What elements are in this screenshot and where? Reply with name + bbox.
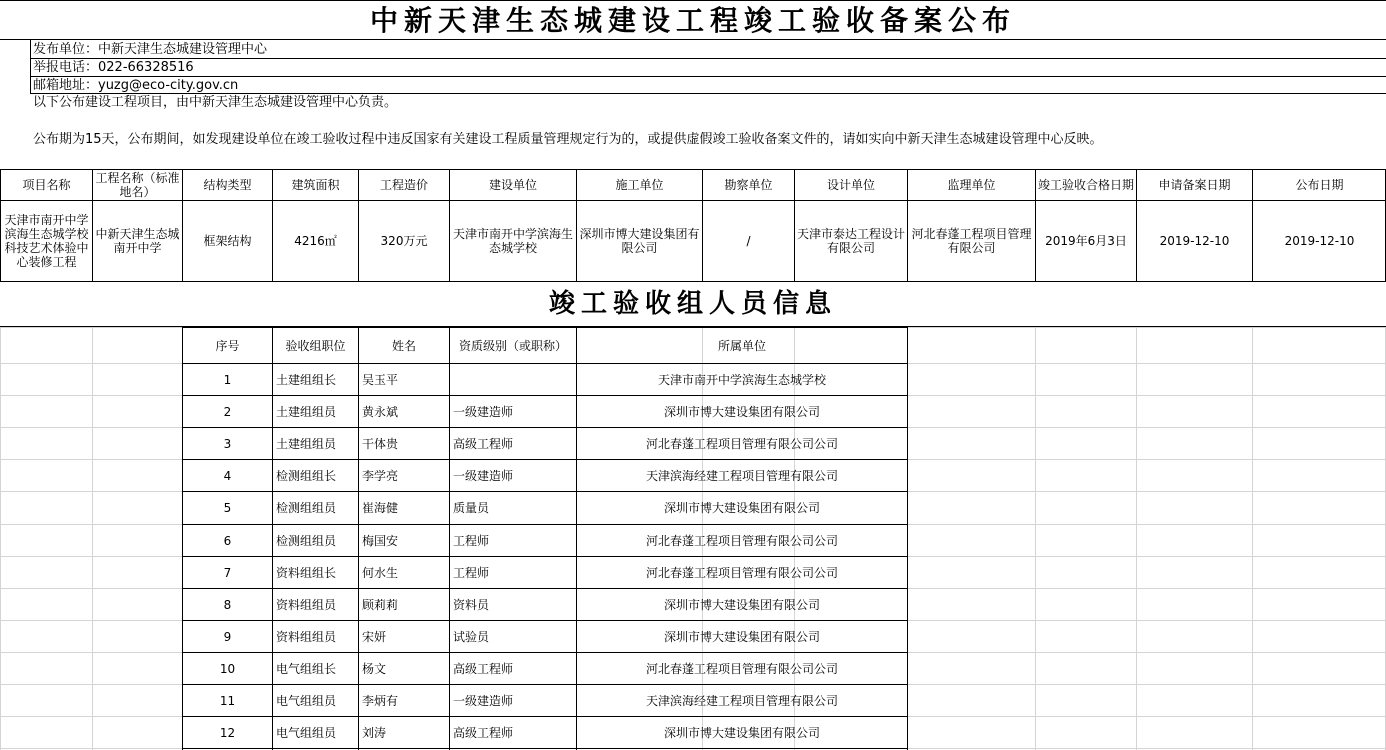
members-header-cell: 所属单位 bbox=[717, 338, 766, 353]
members-title: 竣工验收组人员信息 bbox=[548, 289, 837, 319]
member-cell: 李学亮 bbox=[362, 468, 399, 483]
member-cell: 黄永斌 bbox=[362, 404, 399, 419]
member-cell: 质量员 bbox=[453, 501, 490, 515]
project-data-cell: 天津市南开中学滨海生态城学校 bbox=[452, 227, 573, 255]
member-index: 12 bbox=[219, 725, 236, 740]
member-cell: 顾莉莉 bbox=[362, 597, 399, 612]
member-cell: 高级工程师 bbox=[453, 725, 514, 740]
member-cell: 深圳市博大建设集团有限公司 bbox=[663, 597, 820, 612]
member-cell: 河北春蓬工程项目管理有限公司公司 bbox=[645, 533, 838, 548]
project-header-cell: 申请备案日期 bbox=[1158, 178, 1231, 192]
project-header-cell: 建设单位 bbox=[488, 178, 537, 192]
page-title: 中新天津生态城建设工程竣工验收备案公布 bbox=[369, 4, 1016, 37]
member-cell: 一级建造师 bbox=[453, 468, 514, 483]
member-cell: 电气组组长 bbox=[276, 661, 337, 676]
member-cell: 河北春蓬工程项目管理有限公司公司 bbox=[645, 436, 838, 451]
grid-line bbox=[1035, 327, 1036, 750]
email-line: 邮箱地址：yuzg@eco-city.gov.cn bbox=[33, 78, 239, 93]
members-header-cell: 姓名 bbox=[391, 338, 416, 353]
info-divider bbox=[30, 76, 1386, 77]
member-cell: 检测组组员 bbox=[276, 501, 337, 515]
member-cell: 深圳市博大建设集团有限公司 bbox=[663, 501, 820, 515]
table-border bbox=[907, 327, 908, 750]
member-cell: 天津滨海经建工程项目管理有限公司 bbox=[645, 693, 838, 708]
member-cell: 检测组组员 bbox=[276, 533, 337, 548]
grid-line bbox=[1252, 327, 1253, 750]
member-cell: 杨文 bbox=[362, 661, 387, 676]
member-cell: 高级工程师 bbox=[453, 436, 514, 451]
project-header-cell: 工程名称（标准地名） bbox=[95, 171, 180, 199]
member-cell: 资料组组员 bbox=[276, 597, 337, 612]
project-header-cell: 勘察单位 bbox=[724, 178, 773, 192]
member-cell: 工程师 bbox=[453, 533, 490, 548]
grid-line bbox=[92, 327, 93, 750]
member-index: 2 bbox=[223, 404, 232, 419]
info-divider bbox=[30, 93, 1386, 94]
project-header-cell: 设计单位 bbox=[826, 178, 875, 192]
member-cell: 天津滨海经建工程项目管理有限公司 bbox=[645, 468, 838, 483]
members-header-cell: 验收组职位 bbox=[285, 338, 346, 353]
project-header-cell: 施工单位 bbox=[615, 178, 664, 192]
member-cell: 崔海健 bbox=[362, 501, 399, 515]
member-cell: 检测组组长 bbox=[276, 468, 337, 483]
project-header-cell: 建筑面积 bbox=[291, 178, 340, 192]
table-border bbox=[182, 748, 907, 749]
project-header-cell: 项目名称 bbox=[22, 178, 71, 192]
project-data-cell: / bbox=[746, 234, 751, 248]
member-cell: 电气组组员 bbox=[276, 725, 337, 740]
member-cell: 资料员 bbox=[453, 597, 490, 612]
info-divider bbox=[30, 58, 1386, 59]
member-cell: 梅国安 bbox=[362, 533, 399, 548]
members-header-cell: 序号 bbox=[215, 338, 240, 353]
member-cell: 高级工程师 bbox=[453, 661, 514, 676]
member-index: 10 bbox=[219, 661, 236, 676]
member-cell: 土建组组员 bbox=[276, 404, 337, 419]
project-header-cell: 监理单位 bbox=[947, 178, 996, 192]
page-header bbox=[0, 0, 1386, 40]
member-cell: 李炳有 bbox=[362, 693, 399, 708]
notice-line: 公布期为15天，公布期间，如发现建设单位在竣工验收过程中违反国家有关建设工程质量管理规定行为的，或提供虚假竣工验收备案文件的，请如实向中新天津生态城建设管理中心反映。 bbox=[33, 132, 1103, 147]
member-cell: 土建组组员 bbox=[276, 436, 337, 451]
project-data-cell: 天津市泰达工程设计有限公司 bbox=[796, 227, 905, 255]
info-left-border bbox=[30, 40, 31, 94]
member-cell: 何水生 bbox=[362, 565, 399, 580]
project-header-cell: 结构类型 bbox=[203, 178, 252, 192]
project-data-cell: 2019-12-10 bbox=[1159, 234, 1230, 248]
member-cell: 一级建造师 bbox=[453, 693, 514, 708]
member-index: 4 bbox=[223, 468, 232, 483]
member-cell: 土建组组长 bbox=[276, 372, 337, 387]
project-data-cell: 320万元 bbox=[380, 234, 428, 248]
member-cell: 试验员 bbox=[453, 629, 490, 644]
member-index: 9 bbox=[223, 629, 232, 644]
phone-line: 举报电话：022-66328516 bbox=[33, 60, 194, 75]
project-data-cell: 2019年6月3日 bbox=[1045, 234, 1127, 248]
statement-line: 以下公布建设工程项目，由中新天津生态城建设管理中心负责。 bbox=[33, 95, 398, 110]
project-data-cell: 中新天津生态城南开中学 bbox=[95, 227, 180, 255]
member-cell: 刘涛 bbox=[362, 725, 387, 740]
member-index: 6 bbox=[223, 533, 232, 548]
member-index: 11 bbox=[219, 693, 236, 708]
grid-line bbox=[1136, 327, 1137, 750]
member-cell: 资料组组长 bbox=[276, 565, 337, 580]
project-data-cell: 天津市南开中学滨海生态城学校科技艺术体验中心装修工程 bbox=[4, 213, 89, 269]
member-cell: 干体贵 bbox=[362, 436, 399, 451]
member-index: 5 bbox=[223, 501, 232, 515]
project-header-cell: 工程造价 bbox=[379, 178, 428, 192]
member-index: 8 bbox=[223, 597, 232, 612]
member-index: 7 bbox=[223, 565, 232, 580]
member-cell: 宋妍 bbox=[362, 629, 387, 644]
member-cell bbox=[450, 364, 576, 395]
members-header-cell: 资质级别（或职称） bbox=[458, 338, 567, 353]
member-index: 3 bbox=[223, 436, 232, 451]
member-cell: 深圳市博大建设集团有限公司 bbox=[663, 725, 820, 740]
member-cell: 天津市南开中学滨海生态城学校 bbox=[657, 372, 826, 387]
member-cell: 一级建造师 bbox=[453, 404, 514, 419]
publisher-line: 发布单位：中新天津生态城建设管理中心 bbox=[33, 42, 268, 57]
project-data-cell: 2019-12-10 bbox=[1284, 234, 1355, 248]
project-data-cell: 河北春蓬工程项目管理有限公司 bbox=[911, 227, 1032, 255]
member-index: 1 bbox=[223, 372, 232, 387]
grid-line bbox=[0, 327, 1, 750]
member-cell: 电气组组员 bbox=[276, 693, 337, 708]
project-data-cell: 4216㎡ bbox=[294, 234, 337, 248]
project-header-cell: 竣工验收合格日期 bbox=[1037, 178, 1134, 192]
member-cell: 河北春蓬工程项目管理有限公司公司 bbox=[645, 565, 838, 580]
member-cell: 工程师 bbox=[453, 565, 490, 580]
project-data-cell: 框架结构 bbox=[203, 234, 252, 248]
member-cell: 深圳市博大建设集团有限公司 bbox=[663, 629, 820, 644]
member-cell: 资料组组员 bbox=[276, 629, 337, 644]
project-header-cell: 公布日期 bbox=[1295, 178, 1344, 192]
member-cell: 吴玉平 bbox=[362, 372, 399, 387]
project-data-cell: 深圳市博大建设集团有限公司 bbox=[579, 227, 700, 255]
member-cell: 深圳市博大建设集团有限公司 bbox=[663, 404, 820, 419]
members-title-row bbox=[0, 281, 1386, 327]
member-cell: 河北春蓬工程项目管理有限公司公司 bbox=[645, 661, 838, 676]
